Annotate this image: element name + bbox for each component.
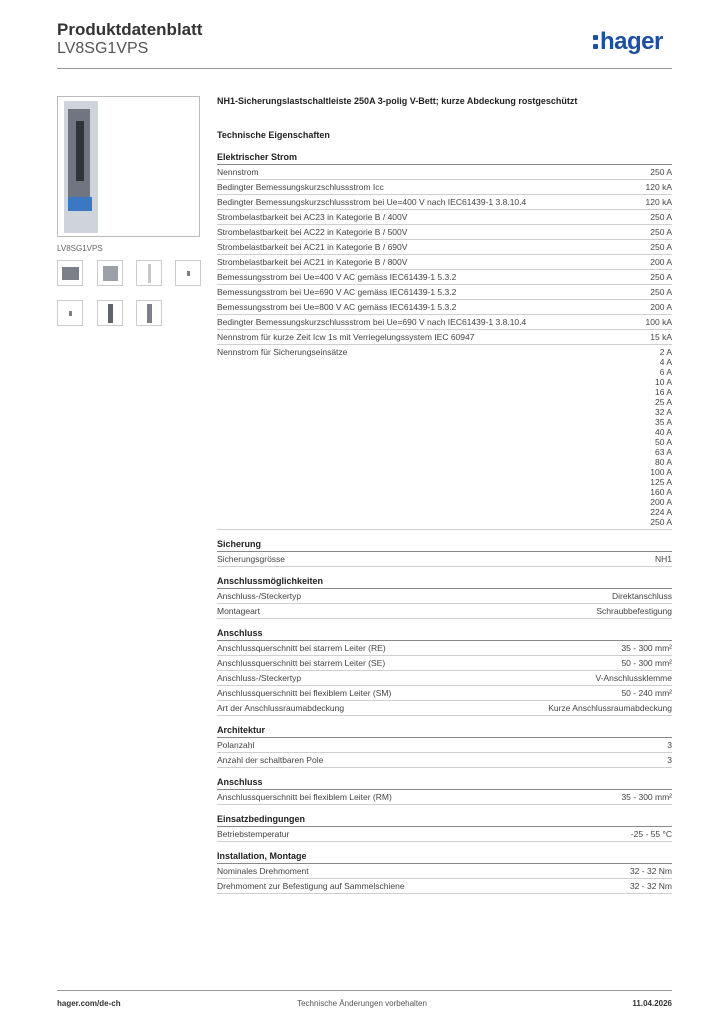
product-photo-icon	[64, 101, 98, 233]
row-label: Strombelastbarkeit bei AC23 in Kategorie B / 400V	[217, 212, 408, 222]
row-label: Nennstrom	[217, 167, 259, 177]
row-value: Direktanschluss	[612, 591, 672, 601]
section-title: Architektur	[217, 725, 672, 738]
table-row	[217, 864, 672, 879]
thumbnail[interactable]	[97, 260, 123, 286]
table-row	[217, 180, 672, 195]
row-label: Sicherungsgrösse	[217, 554, 286, 564]
table-row	[217, 701, 672, 716]
row-label: Bedingter Bemessungskurzschlussstrom bei Ue=690 V nach IEC61439-1 3.8.10.4	[217, 317, 527, 327]
footer-divider	[57, 990, 672, 991]
table-row	[217, 753, 672, 768]
table-row	[217, 641, 672, 656]
thumbnail[interactable]	[136, 300, 162, 326]
row-label: Nennstrom für Sicherungseinsätze	[217, 347, 348, 357]
row-label: Bemessungsstrom bei Ue=400 V AC gemäss IEC61439-1 5.3.2	[217, 272, 457, 282]
row-label: Strombelastbarkeit bei AC21 in Kategorie B / 690V	[217, 242, 408, 252]
row-label: Anschlussquerschnitt bei flexiblem Leiter (RM)	[217, 792, 392, 802]
row-value: 250 A	[650, 242, 672, 252]
technical-content	[217, 96, 672, 894]
row-label: Strombelastbarkeit bei AC22 in Kategorie B / 500V	[217, 227, 408, 237]
section-title: Sicherung	[217, 539, 672, 552]
row-value: 2 A 4 A 6 A 10 A 16 A 25 A 32 A 35 A 40 A 50 A 63 A 80 A 100 A 125 A 160 A 200 A 224 A 250 A	[650, 347, 672, 527]
table-row	[217, 255, 672, 270]
row-value: 120 kA	[645, 197, 672, 207]
row-value: 35 - 300 mm²	[621, 792, 672, 802]
table-row	[217, 604, 672, 619]
table-row	[217, 738, 672, 753]
row-label: Bedingter Bemessungskurzschlussstrom bei Ue=400 V nach IEC61439-1 3.8.10.4	[217, 197, 527, 207]
row-value: -25 - 55 °C	[630, 829, 672, 839]
thumbnail[interactable]	[175, 260, 201, 286]
product-image[interactable]	[57, 96, 200, 237]
row-value: 250 A	[650, 227, 672, 237]
row-value: 250 A	[650, 272, 672, 282]
table-row	[217, 827, 672, 842]
section-title: Anschluss	[217, 777, 672, 790]
row-value: 250 A	[650, 287, 672, 297]
header-divider	[57, 68, 672, 69]
footer-notice: Technische Änderungen vorbehalten	[297, 999, 427, 1008]
thumbnail[interactable]	[57, 300, 83, 326]
table-row	[217, 589, 672, 604]
table-row	[217, 656, 672, 671]
row-label: Anschlussquerschnitt bei starrem Leiter (SE)	[217, 658, 386, 668]
row-label: Anzahl der schaltbaren Pole	[217, 755, 324, 765]
section-title: Installation, Montage	[217, 851, 672, 864]
row-value: V-Anschlussklemme	[595, 673, 672, 683]
row-label: Drehmoment zur Befestigung auf Sammelschiene	[217, 881, 405, 891]
row-value: 32 - 32 Nm	[629, 866, 672, 876]
table-row	[217, 285, 672, 300]
row-value: 250 A	[650, 212, 672, 222]
row-label: Nennstrom für kurze Zeit Icw 1s mit Verriegelungssystem IEC 60947	[217, 332, 475, 342]
row-label: Nominales Drehmoment	[217, 866, 309, 876]
table-row	[217, 225, 672, 240]
row-value: 32 - 32 Nm	[629, 881, 672, 891]
row-value: 50 - 300 mm²	[621, 658, 672, 668]
row-value: 120 kA	[645, 182, 672, 192]
product-code: LV8SG1VPS	[57, 40, 149, 57]
row-label: Bemessungsstrom bei Ue=800 V AC gemäss IEC61439-1 5.3.2	[217, 302, 457, 312]
table-row	[217, 240, 672, 255]
row-label: Polanzahl	[217, 740, 255, 750]
page-title: Produktdatenblatt	[57, 20, 203, 39]
row-value: 200 A	[650, 302, 672, 312]
table-row	[217, 330, 672, 345]
hager-logo	[593, 28, 663, 56]
table-row	[217, 345, 672, 530]
row-value: 3	[667, 740, 672, 750]
row-value: Schraubbefestigung	[596, 606, 672, 616]
logo-text: hager	[600, 28, 663, 55]
row-value: 200 A	[650, 257, 672, 267]
thumbnail[interactable]	[57, 260, 83, 286]
row-label: Montageart	[217, 606, 260, 616]
row-value: Kurze Anschlussraumabdeckung	[548, 703, 672, 713]
table-row	[217, 270, 672, 285]
footer-date: 11.04.2026	[632, 999, 672, 1008]
row-label: Anschluss-/Steckertyp	[217, 673, 302, 683]
table-row	[217, 315, 672, 330]
section-title: Elektrischer Strom	[217, 152, 672, 165]
thumbnail[interactable]	[97, 300, 123, 326]
table-row	[217, 552, 672, 567]
table-row	[217, 790, 672, 805]
row-label: Anschluss-/Steckertyp	[217, 591, 302, 601]
row-label: Bedingter Bemessungskurzschlussstrom Icc	[217, 182, 384, 192]
table-row	[217, 671, 672, 686]
row-label: Strombelastbarkeit bei AC21 in Kategorie B / 800V	[217, 257, 408, 267]
table-row	[217, 879, 672, 894]
table-row	[217, 165, 672, 180]
row-label: Bemessungsstrom bei Ue=690 V AC gemäss IEC61439-1 5.3.2	[217, 287, 457, 297]
row-label: Art der Anschlussraumabdeckung	[217, 703, 345, 713]
row-value: 100 kA	[645, 317, 672, 327]
row-value: 50 - 240 mm²	[621, 688, 672, 698]
row-value: NH1	[654, 554, 672, 564]
row-value: 15 kA	[650, 332, 672, 342]
thumbnail[interactable]	[136, 260, 162, 286]
row-value: 35 - 300 mm²	[621, 643, 672, 653]
section-title: Anschluss	[217, 628, 672, 641]
section-title: Einsatzbedingungen	[217, 814, 672, 827]
table-row	[217, 686, 672, 701]
table-row	[217, 300, 672, 315]
main-heading: Technische Eigenschaften	[217, 130, 330, 140]
row-label: Anschlussquerschnitt bei starrem Leiter (RE)	[217, 643, 386, 653]
row-label: Betriebstemperatur	[217, 829, 290, 839]
logo-dots-icon	[593, 32, 599, 50]
row-value: 3	[667, 755, 672, 765]
image-caption: LV8SG1VPS	[57, 244, 103, 253]
row-value: 250 A	[650, 167, 672, 177]
section-title: Anschlussmöglichkeiten	[217, 576, 672, 589]
table-row	[217, 195, 672, 210]
product-name: NH1-Sicherungslastschaltleiste 250A 3-polig V-Bett; kurze Abdeckung rostgeschützt	[217, 96, 578, 106]
footer-website-link[interactable]: hager.com/de-ch	[57, 999, 121, 1008]
sections-container	[217, 152, 672, 894]
table-row	[217, 210, 672, 225]
row-label: Anschlussquerschnitt bei flexiblem Leiter (SM)	[217, 688, 392, 698]
